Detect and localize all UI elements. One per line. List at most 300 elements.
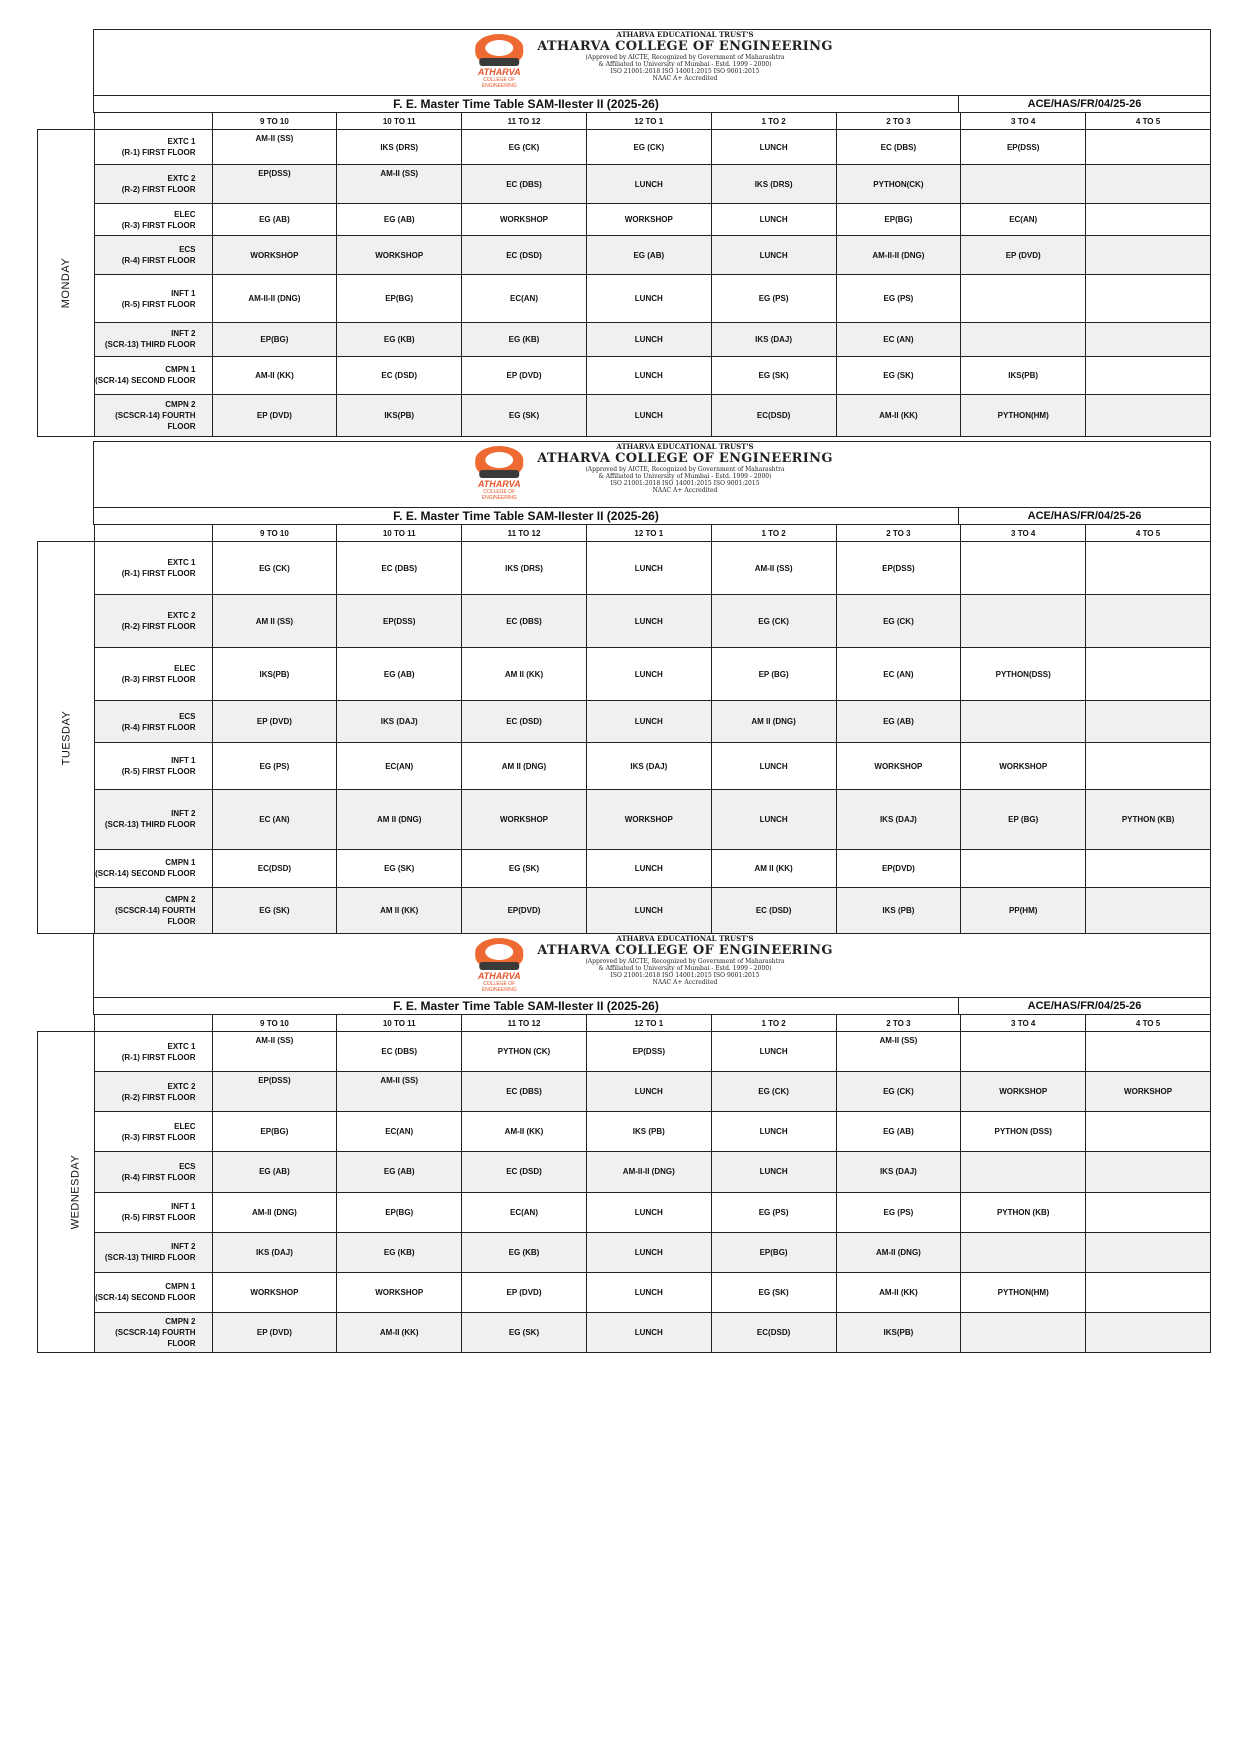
slot-header: 10 TO 11 [337,1015,462,1032]
schedule-cell: AM-II (KK) [337,1312,462,1352]
schedule-cell [1086,1272,1211,1312]
room-name: (R-1) FIRST FLOOR [121,1052,196,1062]
slot-header-row [38,525,1211,542]
schedule-cell: EG (AB) [212,204,337,236]
schedule-cell: EP (DVD) [212,1312,337,1352]
college-logo-icon: ATHARVA COLLEGE OF ENGINEERING [471,444,527,492]
schedule-cell: IKS (DRS) [711,165,836,204]
schedule-cell: LUNCH [586,165,711,204]
iso-line: ISO 21001:2018 ISO 14001:2015 ISO 9001:2015 [610,480,760,487]
schedule-cell [1086,236,1211,275]
schedule-cell: EP(DSS) [836,542,961,595]
college-logo-icon: ATHARVA COLLEGE OF ENGINEERING [471,32,527,80]
schedule-cell: EC (DBS) [337,1032,462,1072]
schedule-cell: LUNCH [586,1072,711,1112]
room-cell [94,1312,212,1352]
schedule-cell: AM-II (KK) [836,394,961,436]
class-name: ELEC [174,209,196,219]
schedule-cell: EG (AB) [337,1152,462,1192]
schedule-cell: AM-II (DNG) [212,1192,337,1232]
table-row [38,1112,1211,1152]
room-cell [94,394,212,436]
college-header [93,933,1211,997]
timetable-title: F. E. Master Time Table SAM-IIester II (2025-26) [94,96,959,112]
approval-line: (Approved by AICTE, Recognized by Government of Maharashtra [585,54,785,61]
schedule-cell: IKS (DAJ) [586,743,711,789]
schedule-cell: LUNCH [586,701,711,743]
college-name: ATHARVA COLLEGE OF ENGINEERING [537,451,833,466]
schedule-cell: PYTHON(CK) [836,165,961,204]
schedule-cell [961,1312,1086,1352]
table-row [38,275,1211,322]
schedule-cell: WORKSHOP [337,1272,462,1312]
schedule-cell: EG (CK) [836,595,961,648]
room-cell [94,542,212,595]
schedule-cell: WORKSHOP [462,789,587,849]
schedule-cell [1086,1232,1211,1272]
trust-name: ATHARVA EDUCATIONAL TRUST'S [616,934,754,943]
room-name: (SCR-14) SECOND FLOOR [95,869,196,879]
schedule-cell: EP (DVD) [212,701,337,743]
schedule-cell: EC (DBS) [462,1072,587,1112]
schedule-cell: PYTHON(HM) [961,1272,1086,1312]
table-row [38,701,1211,743]
schedule-cell: EC (DBS) [836,130,961,165]
schedule-cell: PYTHON(DSS) [961,648,1086,701]
schedule-cell: EG (AB) [337,204,462,236]
schedule-cell: EG (KB) [462,322,587,356]
schedule-cell: EP(DSS) [212,1072,337,1112]
class-name: ELEC [174,664,196,674]
room-name: (R-3) FIRST FLOOR [121,220,196,230]
college-header [93,29,1211,95]
schedule-cell [1086,394,1211,436]
slot-header: 12 TO 1 [586,525,711,542]
timetable-monday [37,112,1211,437]
schedule-cell: WORKSHOP [961,743,1086,789]
schedule-cell: LUNCH [586,1312,711,1352]
schedule-cell: LUNCH [711,1112,836,1152]
table-row [38,1312,1211,1352]
room-cell [94,275,212,322]
class-name: INFT 2 [171,809,196,819]
room-cell [94,701,212,743]
slot-header: 1 TO 2 [711,525,836,542]
table-row [38,542,1211,595]
room-cell [94,130,212,165]
table-row [38,394,1211,436]
room-cell [94,887,212,933]
trust-name: ATHARVA EDUCATIONAL TRUST'S [616,30,754,39]
schedule-cell: EG (PS) [836,1192,961,1232]
schedule-cell: AM-II (DNG) [836,1232,961,1272]
slot-header-row [38,113,1211,130]
schedule-cell [1086,165,1211,204]
class-name: CMPN 1 [165,1282,196,1292]
timetable-title-row [93,95,1211,113]
schedule-cell: AM-II (SS) [212,130,337,165]
class-name: ECS [179,1161,196,1171]
class-name: ELEC [174,1121,196,1131]
schedule-cell: AM-II (KK) [836,1272,961,1312]
room-cell [94,1192,212,1232]
schedule-cell: EP(DSS) [586,1032,711,1072]
schedule-cell: IKS (DAJ) [836,789,961,849]
slot-header: 9 TO 10 [212,1015,337,1032]
room-cell [94,1112,212,1152]
slot-header: 9 TO 10 [212,113,337,130]
day-label-cell [38,1032,95,1353]
slot-header: 1 TO 2 [711,113,836,130]
room-cell [94,1272,212,1312]
schedule-cell: LUNCH [586,542,711,595]
form-code: ACE/HAS/FR/04/25-26 [1027,510,1142,522]
class-name: ECS [179,711,196,721]
room-cell [94,322,212,356]
schedule-cell [1086,887,1211,933]
schedule-cell: EG (CK) [836,1072,961,1112]
naac-line: NAAC A+ Accredited [652,75,718,82]
timetable-title-row [93,507,1211,525]
timetable-title: F. E. Master Time Table SAM-IIester II (2025-26) [94,508,959,524]
slot-header: 9 TO 10 [212,525,337,542]
schedule-cell: EP(DVD) [836,849,961,887]
room-name: (SCSCR-14) FOURTH [115,410,196,420]
schedule-cell: EG (KB) [337,322,462,356]
schedule-cell: PYTHON (DSS) [961,1112,1086,1152]
schedule-cell: EG (CK) [711,595,836,648]
table-row [38,1072,1211,1112]
schedule-cell: LUNCH [586,849,711,887]
room-name: (R-1) FIRST FLOOR [121,569,196,579]
room-name: (R-4) FIRST FLOOR [121,722,196,732]
table-row [38,1032,1211,1072]
schedule-cell: IKS (PB) [836,887,961,933]
schedule-cell: LUNCH [586,1232,711,1272]
schedule-cell: LUNCH [711,1152,836,1192]
timetable-tuesday [37,524,1211,934]
schedule-cell [961,322,1086,356]
schedule-cell: PYTHON(HM) [961,394,1086,436]
schedule-cell: LUNCH [711,130,836,165]
schedule-cell [1086,743,1211,789]
schedule-cell: EG (AB) [836,1112,961,1152]
schedule-cell: LUNCH [586,887,711,933]
college-logo-icon: ATHARVA COLLEGE OF ENGINEERING [471,936,527,984]
room-cell [94,789,212,849]
room-name: (R-2) FIRST FLOOR [121,1092,196,1102]
schedule-cell: AM II (DNG) [462,743,587,789]
schedule-cell: EG (SK) [836,356,961,394]
schedule-cell [961,1232,1086,1272]
college-name: ATHARVA COLLEGE OF ENGINEERING [537,39,833,54]
schedule-cell: EG (KB) [462,1232,587,1272]
college-name: ATHARVA COLLEGE OF ENGINEERING [537,943,833,958]
table-row [38,130,1211,165]
schedule-cell: EG (KB) [337,1232,462,1272]
schedule-cell: WORKSHOP [212,1272,337,1312]
slot-header-row [38,1015,1211,1032]
room-name: (SCSCR-14) FOURTH [115,905,196,915]
schedule-cell: AM II (KK) [462,648,587,701]
room-cell [94,236,212,275]
schedule-cell: AM II (SS) [212,595,337,648]
room-name: (R-2) FIRST FLOOR [121,185,196,195]
class-name: EXTC 1 [167,1041,196,1051]
schedule-cell: LUNCH [711,236,836,275]
room-name: (SCR-14) SECOND FLOOR [95,376,196,386]
schedule-cell: EP (DVD) [462,1272,587,1312]
schedule-cell: EG (PS) [711,275,836,322]
schedule-cell: PP(HM) [961,887,1086,933]
room-cell [94,356,212,394]
slot-header: 4 TO 5 [1086,113,1211,130]
room-cell [94,1232,212,1272]
room-name: (R-3) FIRST FLOOR [121,675,196,685]
class-name: INFT 1 [171,756,196,766]
slot-header: 11 TO 12 [462,1015,587,1032]
schedule-cell: EP(BG) [212,322,337,356]
slot-header: 12 TO 1 [586,113,711,130]
room-cell [94,743,212,789]
schedule-cell: LUNCH [586,356,711,394]
class-name: CMPN 2 [165,894,196,904]
schedule-cell: EG (CK) [586,130,711,165]
schedule-cell: LUNCH [586,394,711,436]
schedule-cell: EC (AN) [212,789,337,849]
schedule-cell: AM-II (SS) [711,542,836,595]
slot-header: 1 TO 2 [711,1015,836,1032]
schedule-cell: PYTHON (KB) [961,1192,1086,1232]
room-name: (R-2) FIRST FLOOR [121,622,196,632]
room-name: (R-1) FIRST FLOOR [121,148,196,158]
schedule-cell: AM-II-II (DNG) [586,1152,711,1192]
schedule-cell: WORKSHOP [836,743,961,789]
schedule-cell: WORKSHOP [961,1072,1086,1112]
affiliation-line: & Affiliated to University of Mumbai - Estd. 1999 - 2000) [598,61,772,68]
form-code: ACE/HAS/FR/04/25-26 [1027,1000,1142,1012]
schedule-cell: IKS (DAJ) [337,701,462,743]
schedule-cell [961,542,1086,595]
schedule-cell: AM-II (SS) [337,1072,462,1112]
room-header [94,113,212,130]
schedule-cell: EP (BG) [711,648,836,701]
slot-header: 10 TO 11 [337,113,462,130]
schedule-cell: AM-II (KK) [462,1112,587,1152]
class-name: INFT 1 [171,288,196,298]
schedule-cell: EP(BG) [337,275,462,322]
schedule-cell [1086,1152,1211,1192]
slot-header: 12 TO 1 [586,1015,711,1032]
schedule-cell: IKS (DRS) [337,130,462,165]
timetable-title-row [93,997,1211,1015]
table-row [38,1232,1211,1272]
schedule-cell: WORKSHOP [212,236,337,275]
room-name: (SCR-13) THIRD FLOOR [104,1253,196,1263]
room-floor: FLOOR [167,1338,196,1348]
class-name: EXTC 1 [167,137,196,147]
table-row [38,789,1211,849]
schedule-cell: LUNCH [711,743,836,789]
schedule-cell: AM II (DNG) [711,701,836,743]
affiliation-line: & Affiliated to University of Mumbai - Estd. 1999 - 2000) [598,965,772,972]
room-cell [94,595,212,648]
schedule-cell: LUNCH [586,275,711,322]
table-row [38,743,1211,789]
table-row [38,595,1211,648]
class-name: EXTC 2 [167,1081,196,1091]
class-name: EXTC 2 [167,611,196,621]
schedule-cell: EG (PS) [212,743,337,789]
schedule-cell: EC(AN) [462,275,587,322]
schedule-cell: AM-II-II (DNG) [836,236,961,275]
schedule-cell: EG (PS) [711,1192,836,1232]
schedule-cell: EC(AN) [337,743,462,789]
schedule-cell [1086,1032,1211,1072]
day-label-cell [38,130,95,437]
schedule-cell: EG (AB) [586,236,711,275]
college-info [537,30,832,82]
schedule-cell [1086,849,1211,887]
schedule-cell: EG (SK) [462,394,587,436]
room-header [94,525,212,542]
schedule-cell: AM-II (SS) [836,1032,961,1072]
schedule-cell [1086,204,1211,236]
schedule-cell [1086,595,1211,648]
schedule-cell [961,275,1086,322]
schedule-cell: EG (AB) [337,648,462,701]
slot-header: 2 TO 3 [836,113,961,130]
schedule-cell: AM-II (KK) [212,356,337,394]
schedule-cell [1086,1312,1211,1352]
schedule-cell: EG (AB) [836,701,961,743]
schedule-cell: EG (SK) [337,849,462,887]
schedule-cell: EG (PS) [836,275,961,322]
schedule-cell: EP(DVD) [462,887,587,933]
room-name: (R-4) FIRST FLOOR [121,256,196,266]
schedule-cell: EG (SK) [462,849,587,887]
schedule-cell: IKS (DRS) [462,542,587,595]
schedule-cell [961,849,1086,887]
schedule-cell [1086,648,1211,701]
schedule-cell: EP(DSS) [961,130,1086,165]
table-row [38,648,1211,701]
table-row [38,356,1211,394]
class-name: INFT 1 [171,1202,196,1212]
slot-header: 2 TO 3 [836,525,961,542]
naac-line: NAAC A+ Accredited [652,487,718,494]
schedule-cell: LUNCH [711,1032,836,1072]
schedule-cell: LUNCH [586,1192,711,1232]
schedule-cell: AM II (KK) [711,849,836,887]
schedule-cell: EC (AN) [836,648,961,701]
room-name: (SCR-13) THIRD FLOOR [104,340,196,350]
schedule-cell: EP(BG) [212,1112,337,1152]
room-floor: FLOOR [167,421,196,431]
schedule-cell: AM II (DNG) [337,789,462,849]
schedule-cell: IKS(PB) [337,394,462,436]
schedule-cell: EG (SK) [711,356,836,394]
schedule-cell: IKS(PB) [212,648,337,701]
schedule-cell: IKS (PB) [586,1112,711,1152]
schedule-cell: EC (DSD) [711,887,836,933]
college-info [537,442,832,494]
schedule-cell: EG (SK) [212,887,337,933]
schedule-cell: PYTHON (CK) [462,1032,587,1072]
approval-line: (Approved by AICTE, Recognized by Government of Maharashtra [585,958,785,965]
schedule-cell: IKS (DAJ) [836,1152,961,1192]
table-row [38,849,1211,887]
schedule-cell: LUNCH [711,789,836,849]
schedule-cell [1086,542,1211,595]
schedule-cell: EG (CK) [462,130,587,165]
schedule-cell: EP(DSS) [212,165,337,204]
schedule-cell: IKS (DAJ) [711,322,836,356]
room-cell [94,648,212,701]
schedule-cell [961,1152,1086,1192]
schedule-cell: EP (DVD) [462,356,587,394]
class-name: CMPN 1 [165,365,196,375]
day-name: WEDNESDAY [69,1154,82,1230]
slot-header: 4 TO 5 [1086,525,1211,542]
form-code: ACE/HAS/FR/04/25-26 [1027,98,1142,110]
schedule-cell [1086,322,1211,356]
schedule-cell: PYTHON (KB) [1086,789,1211,849]
schedule-cell [961,595,1086,648]
room-floor: FLOOR [167,916,196,926]
schedule-cell: AM-II-II (DNG) [212,275,337,322]
schedule-cell: EP(BG) [836,204,961,236]
schedule-cell: WORKSHOP [586,204,711,236]
class-name: ECS [179,245,196,255]
schedule-cell [1086,1192,1211,1232]
schedule-cell: EC(AN) [462,1192,587,1232]
schedule-cell [1086,275,1211,322]
schedule-cell: IKS(PB) [836,1312,961,1352]
class-name: EXTC 1 [167,558,196,568]
schedule-cell [961,1032,1086,1072]
day-name: TUESDAY [59,710,72,765]
schedule-cell: EG (CK) [212,542,337,595]
schedule-cell: IKS(PB) [961,356,1086,394]
trust-name: ATHARVA EDUCATIONAL TRUST'S [616,442,754,451]
college-info [537,934,832,986]
table-row [38,322,1211,356]
room-cell [94,1152,212,1192]
class-name: CMPN 1 [165,858,196,868]
day-name: MONDAY [59,257,72,309]
schedule-cell: LUNCH [711,204,836,236]
slot-header: 10 TO 11 [337,525,462,542]
affiliation-line: & Affiliated to University of Mumbai - Estd. 1999 - 2000) [598,473,772,480]
college-header [93,441,1211,507]
schedule-cell: EC(DSD) [711,394,836,436]
room-name: (R-5) FIRST FLOOR [121,767,196,777]
slot-header: 11 TO 12 [462,525,587,542]
iso-line: ISO 21001:2018 ISO 14001:2015 ISO 9001:2015 [610,68,760,75]
class-name: CMPN 2 [165,1316,196,1326]
room-cell [94,165,212,204]
table-row [38,1272,1211,1312]
table-row [38,1152,1211,1192]
room-name: (R-5) FIRST FLOOR [121,299,196,309]
table-row [38,887,1211,933]
schedule-cell: LUNCH [586,1272,711,1312]
schedule-cell: EC(DSD) [212,849,337,887]
slot-header: 11 TO 12 [462,113,587,130]
schedule-cell: EC(DSD) [711,1312,836,1352]
table-row [38,236,1211,275]
